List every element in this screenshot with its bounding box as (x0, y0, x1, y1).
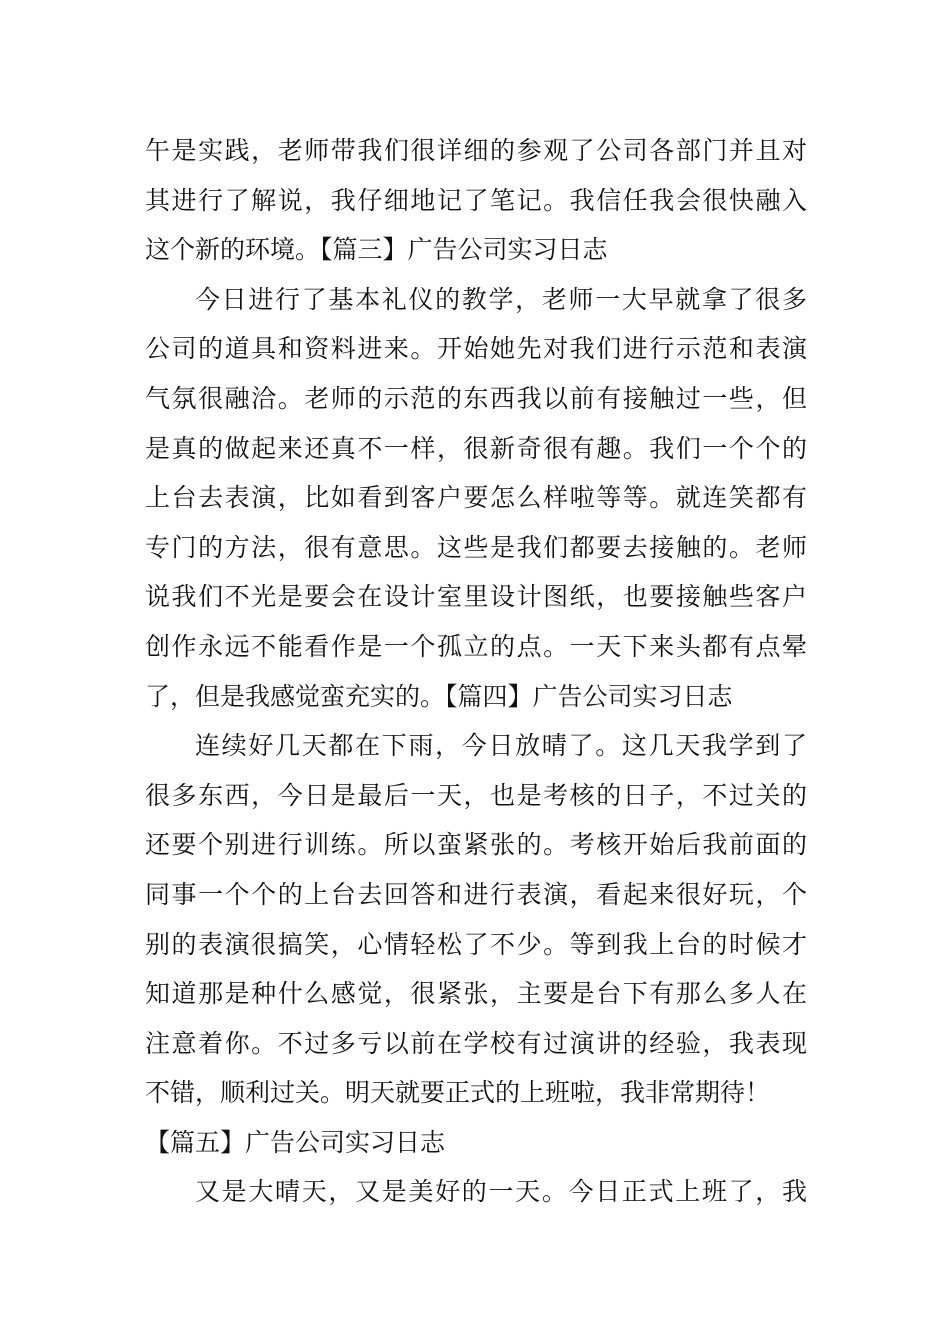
section-heading: 【篇五】广告公司实习日志 (145, 1127, 446, 1157)
paragraph-first-line: 又是大晴天，又是美好的一天。今日正式上班了，我 (195, 1177, 807, 1207)
text-line: 别的表演很搞笑，心情轻松了不少。等到我上台的时候才 (145, 929, 807, 959)
text-line: 不错，顺利过关。明天就要正式的上班啦，我非常期待！ (145, 1078, 771, 1108)
text-line: 知道那是种什么感觉，很紧张，主要是台下有那么多人在 (145, 979, 807, 1009)
paragraph-first-line: 今日进行了基本礼仪的教学，老师一大早就拿了很多 (195, 284, 807, 314)
text-line: 创作永远不能看作是一个孤立的点。一天下来头都有点晕 (145, 631, 807, 661)
text-line: 这个新的环境。【篇三】广告公司实习日志 (145, 235, 608, 265)
text-line: 说我们不光是要会在设计室里设计图纸，也要接触些客户 (145, 582, 807, 612)
text-line: 专门的方法，很有意思。这些是我们都要去接触的。老师 (145, 532, 807, 562)
paragraph-first-line: 连续好几天都在下雨，今日放晴了。这几天我学到了 (195, 731, 807, 761)
text-line: 其进行了解说，我仔细地记了笔记。我信任我会很快融入 (145, 185, 807, 215)
text-line: 上台去表演，比如看到客户要怎么样啦等等。就连笑都有 (145, 483, 807, 513)
text-line: 公司的道具和资料进来。开始她先对我们进行示范和表演 (145, 334, 807, 364)
text-line: 注意着你。不过多亏以前在学校有过演讲的经验，我表现 (145, 1028, 807, 1058)
text-line: 了，但是我感觉蛮充实的。【篇四】广告公司实习日志 (145, 681, 733, 711)
text-line: 很多东西，今日是最后一天，也是考核的日子，不过关的 (145, 780, 807, 810)
document-body (145, 126, 807, 1217)
text-line: 还要个别进行训练。所以蛮紧张的。考核开始后我前面的 (145, 830, 807, 860)
text-line: 午是实践，老师带我们很详细的参观了公司各部门并且对 (145, 136, 807, 165)
text-line: 气氛很融洽。老师的示范的东西我以前有接触过一些，但 (145, 383, 807, 413)
text-line: 是真的做起来还真不一样，很新奇很有趣。我们一个个的 (145, 433, 807, 463)
text-line: 同事一个个的上台去回答和进行表演，看起来很好玩，个 (145, 879, 807, 909)
